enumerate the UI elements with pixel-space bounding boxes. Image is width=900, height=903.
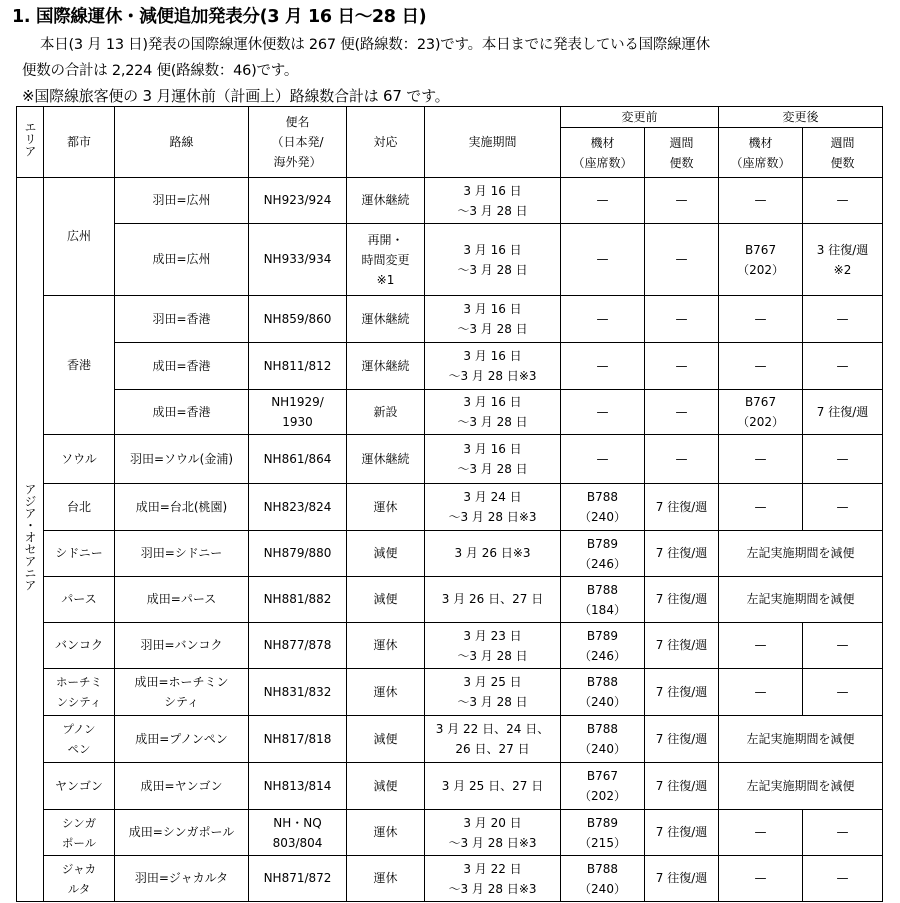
route-cell: 成田=ホーチミン シティ: [115, 669, 249, 716]
after-aircraft-cell: B767 （202）: [719, 224, 803, 296]
before-aircraft-cell: B789 （215）: [561, 810, 645, 856]
table-row: [17, 669, 883, 716]
city-cell: パース: [44, 577, 115, 623]
table-row: [17, 577, 883, 623]
action-cell: 減便: [347, 716, 425, 763]
route-cell: 成田=ヤンゴン: [115, 763, 249, 810]
after-merged-cell: 左記実施期間を減便: [719, 763, 883, 810]
route-cell: 成田=広州: [115, 224, 249, 296]
before-aircraft-cell: —: [561, 390, 645, 435]
city-cell: バンコク: [44, 623, 115, 669]
action-cell: 減便: [347, 763, 425, 810]
flight-cell: NH811/812: [249, 343, 347, 390]
before-weekly-cell: 7 往復/週: [645, 716, 719, 763]
flight-cell: NH881/882: [249, 577, 347, 623]
action-cell: 運休継続: [347, 296, 425, 343]
route-cell: 羽田=シドニー: [115, 531, 249, 577]
after-merged-cell: 左記実施期間を減便: [719, 716, 883, 763]
header-row-1: [17, 107, 883, 128]
table-row: [17, 178, 883, 224]
route-cell: 成田=香港: [115, 343, 249, 390]
before-weekly-cell: 7 往復/週: [645, 810, 719, 856]
before-weekly-cell: —: [645, 343, 719, 390]
action-cell: 減便: [347, 577, 425, 623]
route-cell: 成田=シンガポール: [115, 810, 249, 856]
flight-cell: NH・NQ 803/804: [249, 810, 347, 856]
after-merged-cell: 左記実施期間を減便: [719, 577, 883, 623]
period-cell: 3 月 16 日 ～3 月 28 日※3: [425, 343, 561, 390]
after-aircraft-cell: —: [719, 856, 803, 902]
action-cell: 再開・ 時間変更 ※1: [347, 224, 425, 296]
route-cell: 羽田=バンコク: [115, 623, 249, 669]
flight-cell: NH923/924: [249, 178, 347, 224]
city-cell: シドニー: [44, 531, 115, 577]
header-city: 都市: [44, 107, 115, 178]
flight-cell: NH879/880: [249, 531, 347, 577]
after-weekly-cell: —: [803, 343, 883, 390]
period-cell: 3 月 16 日 ～3 月 28 日: [425, 435, 561, 484]
action-cell: 運休: [347, 810, 425, 856]
period-cell: 3 月 23 日 ～3 月 28 日: [425, 623, 561, 669]
before-weekly-cell: 7 往復/週: [645, 763, 719, 810]
after-weekly-cell: —: [803, 856, 883, 902]
flight-cell: NH871/872: [249, 856, 347, 902]
period-cell: 3 月 25 日、27 日: [425, 763, 561, 810]
route-total-note: ※国際線旅客便の 3 月運休前（計画上）路線数合計は 67 です。: [22, 87, 450, 105]
city-cell: ヤンゴン: [44, 763, 115, 810]
route-cell: 羽田=香港: [115, 296, 249, 343]
city-cell: ソウル: [44, 435, 115, 484]
route-cell: 成田=パース: [115, 577, 249, 623]
route-cell: 成田=プノンペン: [115, 716, 249, 763]
before-aircraft-cell: —: [561, 178, 645, 224]
action-cell: 運休: [347, 623, 425, 669]
table-row: [17, 763, 883, 810]
flight-cell: NH859/860: [249, 296, 347, 343]
before-aircraft-cell: B788 （240）: [561, 856, 645, 902]
action-cell: 運休: [347, 669, 425, 716]
after-weekly-cell: —: [803, 435, 883, 484]
header-area: エリア: [17, 107, 44, 178]
after-weekly-cell: —: [803, 296, 883, 343]
after-aircraft-cell: —: [719, 484, 803, 531]
before-aircraft-cell: —: [561, 435, 645, 484]
period-cell: 3 月 22 日、24 日、 26 日、27 日: [425, 716, 561, 763]
flight-cell: NH1929/ 1930: [249, 390, 347, 435]
flight-cell: NH933/934: [249, 224, 347, 296]
before-weekly-cell: —: [645, 296, 719, 343]
flight-cell: NH813/814: [249, 763, 347, 810]
before-aircraft-cell: B788 （240）: [561, 669, 645, 716]
before-aircraft-cell: B788 （240）: [561, 484, 645, 531]
after-aircraft-cell: —: [719, 669, 803, 716]
city-cell: ジャカ ルタ: [44, 856, 115, 902]
period-cell: 3 月 22 日 ～3 月 28 日※3: [425, 856, 561, 902]
table-row: [17, 531, 883, 577]
after-aircraft-cell: —: [719, 296, 803, 343]
before-weekly-cell: 7 往復/週: [645, 531, 719, 577]
before-weekly-cell: —: [645, 435, 719, 484]
period-cell: 3 月 16 日 ～3 月 28 日: [425, 224, 561, 296]
after-weekly-cell: —: [803, 623, 883, 669]
header-period: 実施期間: [425, 107, 561, 178]
before-aircraft-cell: B788 （184）: [561, 577, 645, 623]
page-title: 1. 国際線運休・減便追加発表分(3 月 16 日～28 日): [12, 7, 427, 27]
before-aircraft-cell: B789 （246）: [561, 531, 645, 577]
action-cell: 運休: [347, 856, 425, 902]
after-aircraft-cell: —: [719, 178, 803, 224]
period-cell: 3 月 26 日※3: [425, 531, 561, 577]
route-cell: 羽田=ソウル(金浦): [115, 435, 249, 484]
header-after-weekly: 週間 便数: [803, 128, 883, 178]
after-merged-cell: 左記実施期間を減便: [719, 531, 883, 577]
period-cell: 3 月 25 日 ～3 月 28 日: [425, 669, 561, 716]
route-cell: 成田=台北(桃園): [115, 484, 249, 531]
table-row: [17, 435, 883, 484]
header-flight: 便名 （日本発/ 海外発）: [249, 107, 347, 178]
header-after-aircraft: 機材 （座席数）: [719, 128, 803, 178]
before-weekly-cell: 7 往復/週: [645, 669, 719, 716]
table-row: [17, 810, 883, 856]
city-cell: プノン ペン: [44, 716, 115, 763]
table-row: [17, 296, 883, 343]
action-cell: 新設: [347, 390, 425, 435]
after-aircraft-cell: —: [719, 435, 803, 484]
intro-line-1: 本日(3 月 13 日)発表の国際線運休便数は 267 便(路線数：23)です。本日までに発表している国際線運休: [40, 37, 710, 53]
header-route: 路線: [115, 107, 249, 178]
table-row: [17, 224, 883, 296]
period-cell: 3 月 16 日 ～3 月 28 日: [425, 178, 561, 224]
action-cell: 運休継続: [347, 178, 425, 224]
after-aircraft-cell: B767 （202）: [719, 390, 803, 435]
city-cell: 香港: [44, 296, 115, 435]
city-cell: 台北: [44, 484, 115, 531]
after-aircraft-cell: —: [719, 623, 803, 669]
table-row: [17, 343, 883, 390]
action-cell: 運休: [347, 484, 425, 531]
before-aircraft-cell: B789 （246）: [561, 623, 645, 669]
before-weekly-cell: 7 往復/週: [645, 856, 719, 902]
action-cell: 運休継続: [347, 435, 425, 484]
action-cell: 減便: [347, 531, 425, 577]
before-aircraft-cell: B788 （240）: [561, 716, 645, 763]
header-after: 変更後: [719, 107, 883, 128]
after-weekly-cell: —: [803, 810, 883, 856]
city-cell: 広州: [44, 178, 115, 296]
flight-cell: NH823/824: [249, 484, 347, 531]
after-weekly-cell: 7 往復/週: [803, 390, 883, 435]
header-before-aircraft: 機材 （座席数）: [561, 128, 645, 178]
period-cell: 3 月 24 日 ～3 月 28 日※3: [425, 484, 561, 531]
after-weekly-cell: —: [803, 669, 883, 716]
period-cell: 3 月 16 日 ～3 月 28 日: [425, 390, 561, 435]
before-aircraft-cell: —: [561, 343, 645, 390]
table-row: [17, 390, 883, 435]
after-aircraft-cell: —: [719, 810, 803, 856]
table-row: [17, 856, 883, 902]
table-row: [17, 623, 883, 669]
flight-cell: NH877/878: [249, 623, 347, 669]
flight-cell: NH817/818: [249, 716, 347, 763]
before-weekly-cell: 7 往復/週: [645, 484, 719, 531]
period-cell: 3 月 16 日 ～3 月 28 日: [425, 296, 561, 343]
flight-cell: NH831/832: [249, 669, 347, 716]
before-weekly-cell: 7 往復/週: [645, 623, 719, 669]
area-cell: アジア・オセアニア: [17, 178, 44, 902]
before-weekly-cell: —: [645, 178, 719, 224]
city-cell: ホーチミ ンシティ: [44, 669, 115, 716]
after-weekly-cell: —: [803, 178, 883, 224]
header-before-weekly: 週間 便数: [645, 128, 719, 178]
before-aircraft-cell: —: [561, 296, 645, 343]
route-cell: 羽田=ジャカルタ: [115, 856, 249, 902]
route-cell: 羽田=広州: [115, 178, 249, 224]
before-aircraft-cell: —: [561, 224, 645, 296]
suspension-table: [16, 106, 883, 902]
period-cell: 3 月 26 日、27 日: [425, 577, 561, 623]
route-cell: 成田=香港: [115, 390, 249, 435]
before-aircraft-cell: B767 （202）: [561, 763, 645, 810]
table-row: [17, 484, 883, 531]
before-weekly-cell: 7 往復/週: [645, 577, 719, 623]
period-cell: 3 月 20 日 ～3 月 28 日※3: [425, 810, 561, 856]
flight-cell: NH861/864: [249, 435, 347, 484]
after-aircraft-cell: —: [719, 343, 803, 390]
after-weekly-cell: 3 往復/週 ※2: [803, 224, 883, 296]
header-before: 変更前: [561, 107, 719, 128]
table-row: [17, 716, 883, 763]
header-action: 対応: [347, 107, 425, 178]
action-cell: 運休継続: [347, 343, 425, 390]
city-cell: シンガ ポール: [44, 810, 115, 856]
intro-line-2: 便数の合計は 2,224 便(路線数：46)です。: [22, 63, 299, 79]
after-weekly-cell: —: [803, 484, 883, 531]
before-weekly-cell: —: [645, 224, 719, 296]
before-weekly-cell: —: [645, 390, 719, 435]
